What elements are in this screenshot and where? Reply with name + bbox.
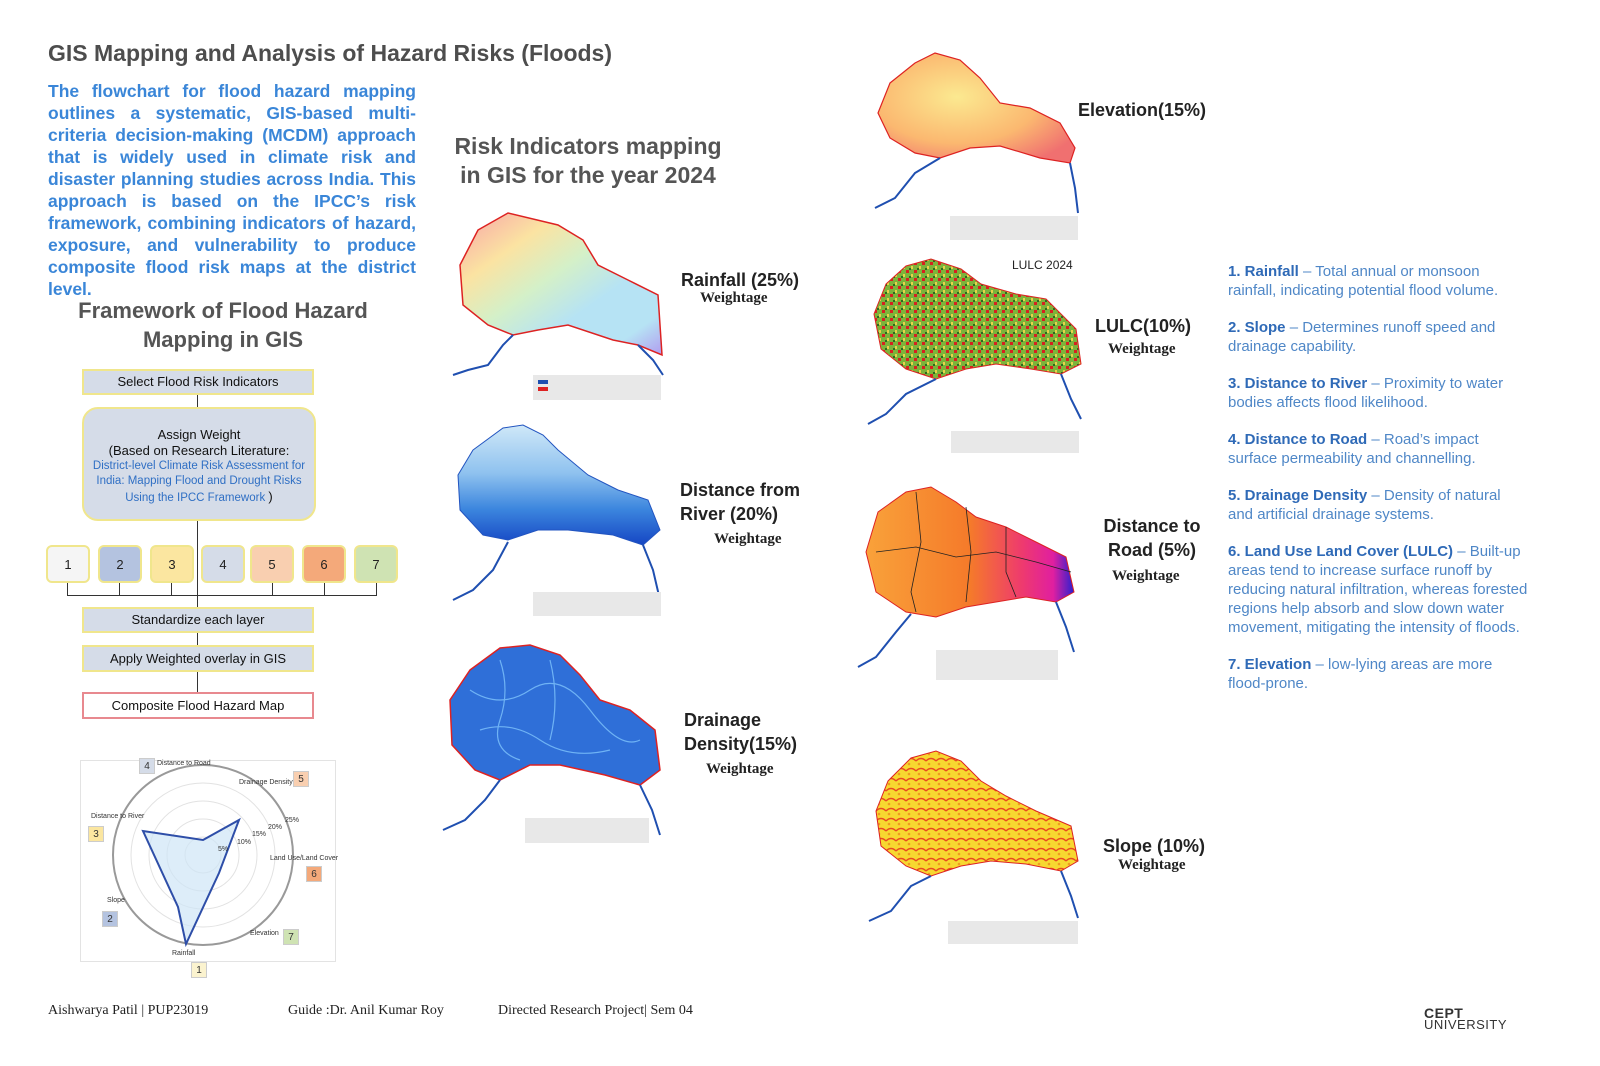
radar-label-rainfall: Rainfall — [172, 950, 196, 957]
desc-road: 4. Distance to Road – Road’s impact surface permeability and channelling. — [1228, 431, 1479, 467]
desc-drainage: 5. Drainage Density – Density of natural and artificial drainage systems. — [1228, 487, 1501, 523]
lulc-label: LULC(10%) — [1094, 316, 1191, 336]
intro-paragraph: The flowchart for flood hazard mapping outlines a systematic, GIS-based multi-criteria decision-making (MCDM) approach that is widely used in climate risk and disaster planning studies across India. This approach is based on the IPCC’s risk framework, combining indicators of hazard, exposure, and vulnerability to produce composite flood risk maps at the district level. — [48, 81, 416, 299]
road-label: Distance to Road (5%) — [1103, 516, 1201, 560]
step-select-indicators: Select Flood Risk Indicators — [82, 369, 314, 395]
rainfall-map — [448, 205, 666, 403]
assign-subtitle: (Based on Research Literature: — [108, 443, 290, 458]
road-weightage: Weightage — [1112, 568, 1180, 584]
assign-title: Assign Weight — [157, 427, 241, 442]
elevation-map — [870, 48, 1080, 242]
desc-elevation: 7. Elevation – low-lying areas are more flood-prone. — [1228, 656, 1493, 692]
step-standardize: Standardize each layer — [82, 607, 314, 633]
page-title: GIS Mapping and Analysis of Hazard Risks (Floods) — [48, 40, 613, 66]
risk-indicators-title: Risk Indicators mapping in GIS for the year 2024 — [454, 133, 722, 188]
radar-badge-6: 6 — [306, 866, 322, 882]
road-map — [856, 482, 1086, 684]
framework-title: Framework of Flood Hazard Mapping in GIS — [78, 298, 368, 352]
radar-tick-15: 15% — [252, 831, 267, 838]
radar-badge-1: 1 — [191, 962, 207, 978]
river-weightage: Weightage — [714, 531, 782, 547]
logo-line2: UNIVERSITY — [1424, 1017, 1508, 1032]
step-weighted-overlay: Apply Weighted overlay in GIS — [82, 645, 314, 672]
connector — [197, 395, 198, 407]
desc-river: 3. Distance to River – Proximity to water bodies affects flood likelihood. — [1228, 375, 1504, 411]
logo-line1: CEPT — [1424, 1005, 1464, 1021]
drainage-map — [440, 640, 666, 845]
slope-map — [866, 746, 1084, 946]
radar-label-slope: Slope — [107, 897, 125, 904]
rainfall-label: Rainfall (25%) — [680, 270, 800, 290]
cept-logo — [1424, 1007, 1507, 1031]
indicator-box-4: 4 — [201, 545, 245, 583]
footer-project: Directed Research Project| Sem 04 — [498, 1003, 693, 1018]
radar-badge-2: 2 — [102, 911, 118, 927]
river-map — [448, 420, 666, 618]
lulc-year-label: LULC 2024 — [1012, 258, 1073, 272]
connector — [67, 595, 377, 596]
radar-label-river: Distance to River — [91, 813, 145, 820]
lulc-map — [866, 254, 1086, 454]
indicator-box-5: 5 — [250, 545, 294, 583]
lulc-weightage: Weightage — [1108, 341, 1176, 357]
radar-label-drainage: Drainage Density — [239, 779, 293, 786]
step-composite-map: Composite Flood Hazard Map — [82, 692, 314, 719]
desc-rainfall: 1. Rainfall – Total annual or monsoon rainfall, indicating potential flood volume. — [1228, 263, 1499, 299]
indicator-box-3: 3 — [150, 545, 194, 583]
desc-lulc: 6. Land Use Land Cover (LULC) – Built-up areas tend to increase surface runoff by reducing natural infiltration, whereas forested regions help absorb and slow down water movement, mitigating the intensity of floods. — [1228, 543, 1528, 636]
indicator-box-6: 6 — [302, 545, 346, 583]
slope-weightage: Weightage — [1118, 857, 1186, 873]
radar-badge-4: 4 — [139, 758, 155, 774]
rainfall-weightage: Weightage — [700, 290, 768, 306]
radar-badge-3: 3 — [88, 826, 104, 842]
slope-label: Slope (10%) — [1102, 836, 1206, 856]
radar-tick-5: 5% — [218, 846, 229, 853]
indicator-box-2: 2 — [98, 545, 142, 583]
footer-guide: Guide :Dr. Anil Kumar Roy — [288, 1003, 444, 1018]
elevation-label: Elevation(15%) — [1077, 100, 1207, 120]
radar-label-road: Distance to Road — [157, 760, 211, 767]
indicator-box-1: 1 — [46, 545, 90, 583]
desc-slope: 2. Slope – Determines runoff speed and drainage capability. — [1228, 319, 1496, 355]
river-label: Distance from River (20%) — [680, 480, 801, 524]
drainage-label: Drainage Density(15%) — [684, 710, 798, 754]
assign-close: ) — [268, 489, 273, 504]
assign-reference-link[interactable]: District-level Climate Risk Assessment for India: Mapping Flood and Drought Risks Using the IPCC Framework — [92, 460, 306, 504]
footer-author: Aishwarya Patil | PUP23019 — [48, 1003, 209, 1018]
radar-tick-25: 25% — [285, 817, 300, 824]
radar-label-lulc: Land Use/Land Cover — [270, 855, 339, 862]
radar-label-elevation: Elevation — [250, 930, 279, 937]
indicator-descriptions — [1228, 262, 1528, 711]
radar-badge-5: 5 — [293, 771, 309, 787]
indicator-box-7: 7 — [354, 545, 398, 583]
radar-tick-10: 10% — [237, 839, 252, 846]
radar-tick-20: 20% — [268, 824, 283, 831]
step-assign-weight — [82, 407, 316, 521]
drainage-weightage: Weightage — [706, 761, 774, 777]
radar-badge-7: 7 — [283, 929, 299, 945]
